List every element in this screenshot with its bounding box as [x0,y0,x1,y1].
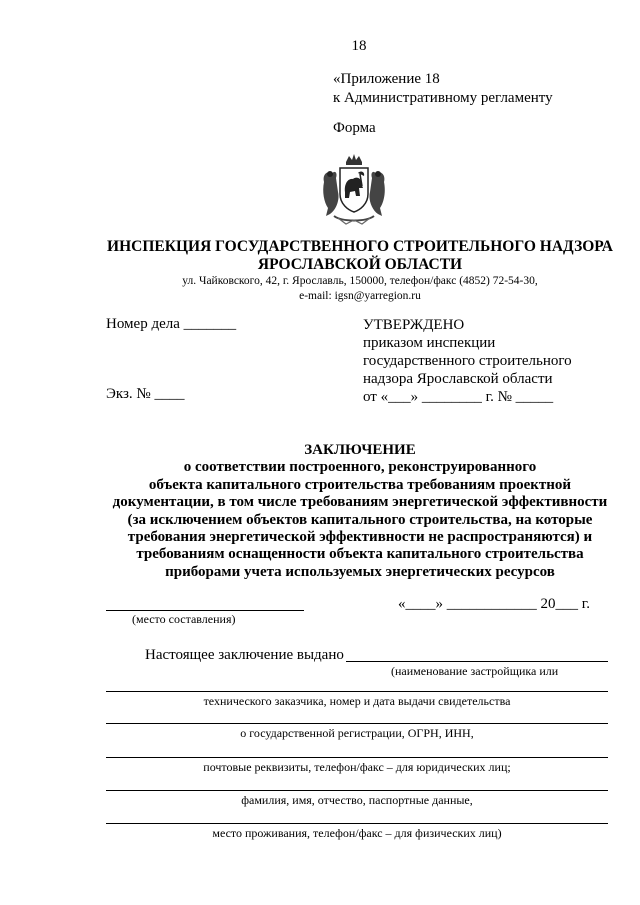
approval-line: приказом инспекции [363,335,496,351]
issued-to-blank-line[interactable] [346,661,608,662]
conclusion-line: требования энергетической эффективности не распространяются) и [127,529,593,546]
coat-of-arms-icon [316,152,392,226]
approval-line: государственного строительного [363,353,572,369]
issued-to-label: Настоящее заключение выдано [145,647,344,663]
blank-line[interactable] [106,723,608,724]
page-number: 18 [351,38,367,54]
field-caption: фамилия, имя, отчество, паспортные данные, [241,793,473,807]
blank-line[interactable] [106,691,608,692]
annex-line-1: «Приложение 18 [333,71,440,87]
place-caption: (место составления) [132,612,236,626]
organization-email: e-mail: igsn@yarregion.ru [299,290,421,302]
copy-number-field: Экз. № ____ [106,386,185,402]
form-label: Форма [333,120,376,136]
organization-contacts [60,274,640,304]
conclusion-line: объекта капитального строительства требованиям проектной [148,476,572,493]
field-caption: почтовые реквизиты, телефон/факс – для юридических лиц; [203,760,511,774]
organization-name-line-1: ИНСПЕКЦИЯ ГОСУДАРСТВЕННОГО СТРОИТЕЛЬНОГО НАДЗОРА [107,238,613,255]
approval-line: надзора Ярославской области [363,371,553,387]
conclusion-title: ЗАКЛЮЧЕНИЕ [304,442,416,458]
approval-block [363,316,572,406]
conclusion-line: требованиям оснащенности объекта капитального строительства [136,546,584,563]
conclusion-line: документации, в том числе требованиям энергетической эффективности [112,494,608,511]
place-blank-line[interactable] [106,610,304,611]
approval-title: УТВЕРЖДЕНО [363,317,465,333]
blank-line[interactable] [106,757,608,758]
blank-line[interactable] [106,790,608,791]
field-caption: технического заказчика, номер и дата выдачи свидетельства [203,694,511,708]
field-caption: о государственной регистрации, ОГРН, ИНН, [240,726,474,740]
field-caption: место проживания, телефон/факс – для физических лиц) [212,826,502,840]
organization-address: ул. Чайковского, 42, г. Ярославль, 150000, телефон/факс (4852) 72-54-30, [182,275,538,287]
annex-line-2: к Административному регламенту [333,90,553,106]
conclusion-line: о соответствии построенного, реконструированного [183,459,537,476]
approval-date-line: от «___» ________ г. № _____ [363,389,554,405]
conclusion-line: приборами учета используемых энергетических ресурсов [165,563,555,580]
annex-reference [333,70,553,108]
blank-line[interactable] [106,823,608,824]
conclusion-line: (за исключением объектов капитального строительства, на которые [127,511,593,528]
date-field[interactable]: «____» ____________ 20___ г. [398,596,590,612]
issued-to-caption: (наименование застройщика или [391,664,559,678]
case-number-field: Номер дела _______ [106,316,237,332]
organization-name-line-2: ЯРОСЛАВСКОЙ ОБЛАСТИ [257,256,463,273]
organization-name [60,238,640,274]
conclusion-heading [60,442,640,581]
